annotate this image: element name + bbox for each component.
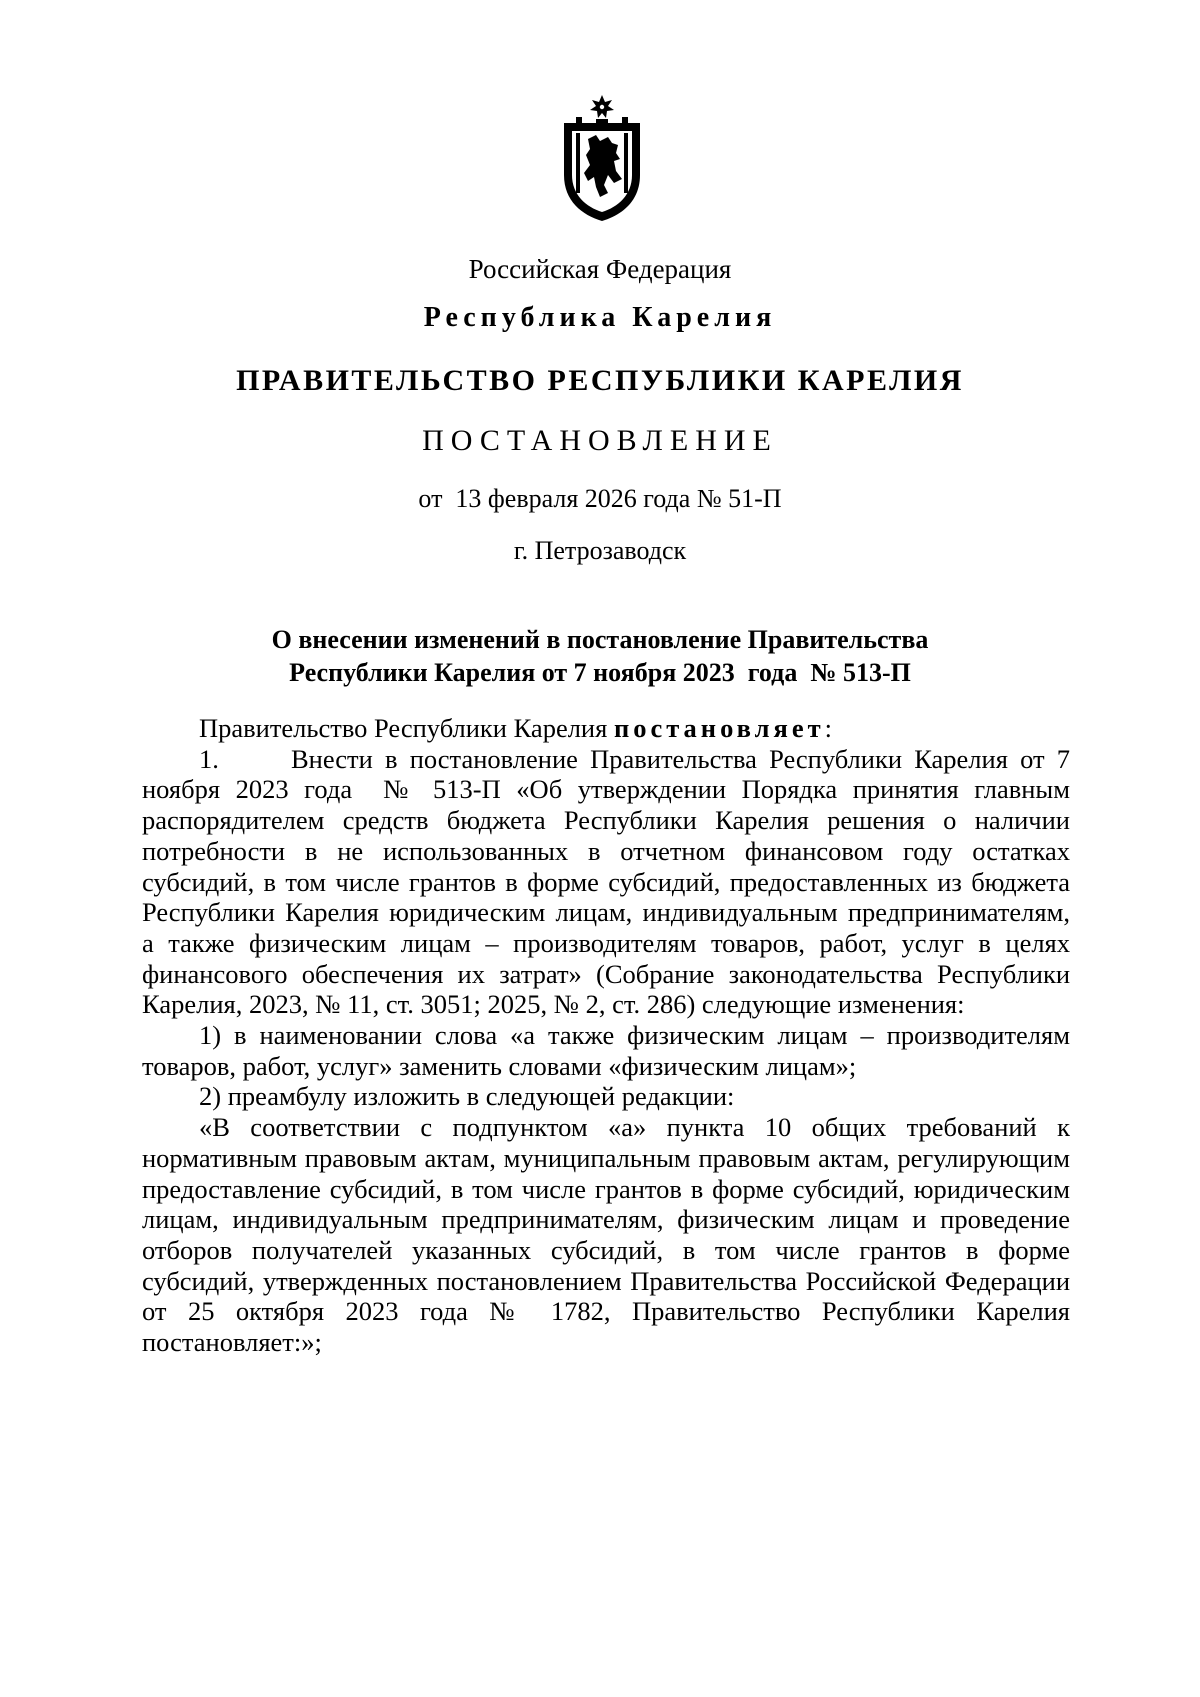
document-type: ПОСТАНОВЛЕНИЕ [422, 424, 778, 457]
item-1-number: 1. [199, 743, 219, 774]
subject-line-2: Республики Карелия от 7 ноября 2023 года № 513-П [289, 658, 911, 687]
subitem-2-paragraph: 2) преамбулу изложить в следующей редакции: [199, 1081, 735, 1112]
country-name: Российская Федерация [468, 254, 732, 284]
government-title: ПРАВИТЕЛЬСТВО РЕСПУБЛИКИ КАРЕЛИЯ [236, 364, 964, 397]
document-city: г. Петрозаводск [513, 536, 687, 565]
republic-name: Республика Карелия [423, 302, 777, 333]
intro-verb: постановляет [613, 713, 825, 743]
item-1-text: Внести в постановление Правительства Республики Карелия от 7 ноября 2023 года № 513-П «Об утверждении Порядка принятия главным распорядителем средств бюджета Республики Карелия решения о наличии потребности в не использованных в отчетном финансовом году остатках субсидий, в том числе грантов в форме субсидий, предоставленных из бюджета Республики Карелия юридическим лицам, индивидуальным предпринимателям, а также физическим лицам – производителям товаров, работ, услуг в целях финансового обеспечения их затрат» (Собрание законодательства Республики Карелия, 2023, № 11, ст. 3051; 2025, № 2, ст. 286) следующие изменения: [142, 743, 1077, 1020]
subject-line-1: О внесении изменений в постановление Правительства [271, 625, 929, 654]
coat-of-arms-karelia-icon [560, 93, 644, 223]
document-body [142, 713, 1077, 1358]
intro-suffix: : [824, 713, 832, 743]
intro-prefix: Правительство Республики Карелия [199, 713, 614, 743]
intro-paragraph [142, 713, 1070, 744]
preamble-quote-paragraph: «В соответствии с подпунктом «а» пункта 10 общих требований к нормативным правовым актам, муниципальным правовым актам, регулирующим предоставление субсидий, в том числе грантов в форме субсидий, юридическим лицам, индивидуальным предпринимателям, физическим лицам и проведение отборов получателей указанных субсидий, в том числе грантов в форме субсидий, утвержденных постановлением Правительства Российской Федерации от 25 октября 2023 года № 1782, Правительство Республики Карелия постановляет:»; [142, 1112, 1070, 1358]
document-subject [0, 623, 1200, 689]
subitem-1-paragraph: 1) в наименовании слова «а также физическим лицам – производителям товаров, работ, услуг» заменить словами «физическим лицам»; [142, 1020, 1070, 1081]
item-1-paragraph [142, 743, 1077, 1020]
document-date-number: от 13 февраля 2026 года № 51-П [418, 484, 782, 513]
